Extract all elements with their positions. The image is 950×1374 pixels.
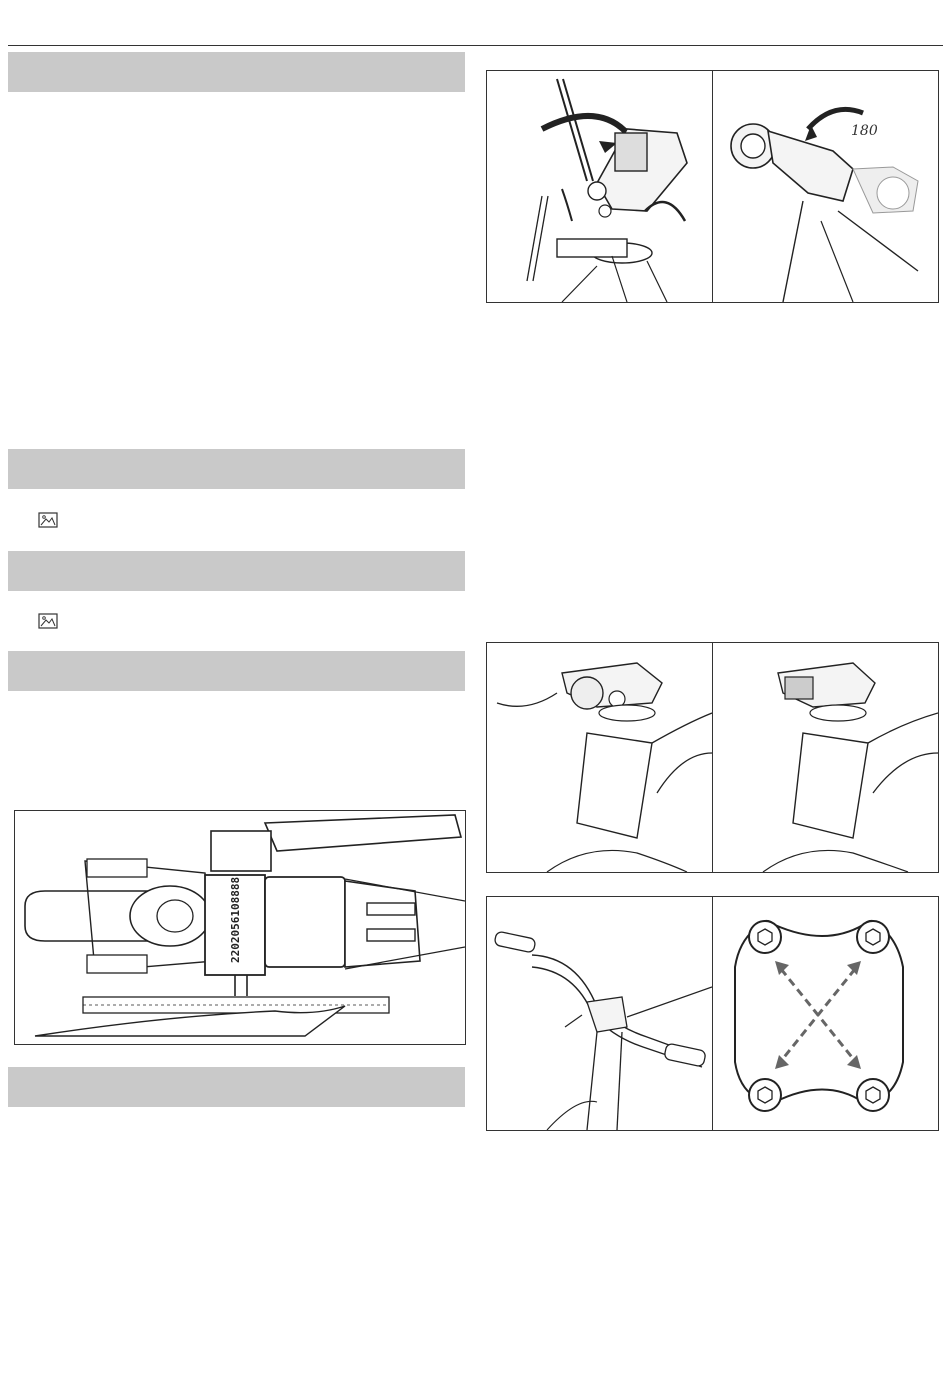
- section-header-4: [8, 651, 465, 691]
- serial-number-text: 2202056108888: [229, 876, 242, 963]
- section-header-3: [8, 551, 465, 591]
- section-header-1: [8, 52, 465, 92]
- figure-faceplate-bolts: [713, 897, 938, 1130]
- rotation-label: 180: [851, 123, 878, 139]
- figure-stem-spacer: [486, 642, 939, 873]
- image-icon: [38, 613, 58, 629]
- figure-stem-tighten: [487, 71, 712, 302]
- image-icon: [38, 512, 58, 528]
- figure-stem-install: [486, 70, 939, 303]
- figure-stem-rotate: [713, 71, 938, 302]
- figure-handlebar: [487, 897, 712, 1130]
- figure-spacer-before: [487, 643, 712, 872]
- figure-handlebar-faceplate: [486, 896, 939, 1131]
- figure-spacer-after: [713, 643, 938, 872]
- top-rule: [8, 45, 943, 46]
- section-header-2: [8, 449, 465, 489]
- figure-serial-number: [14, 810, 466, 1045]
- section-header-5: [8, 1067, 465, 1107]
